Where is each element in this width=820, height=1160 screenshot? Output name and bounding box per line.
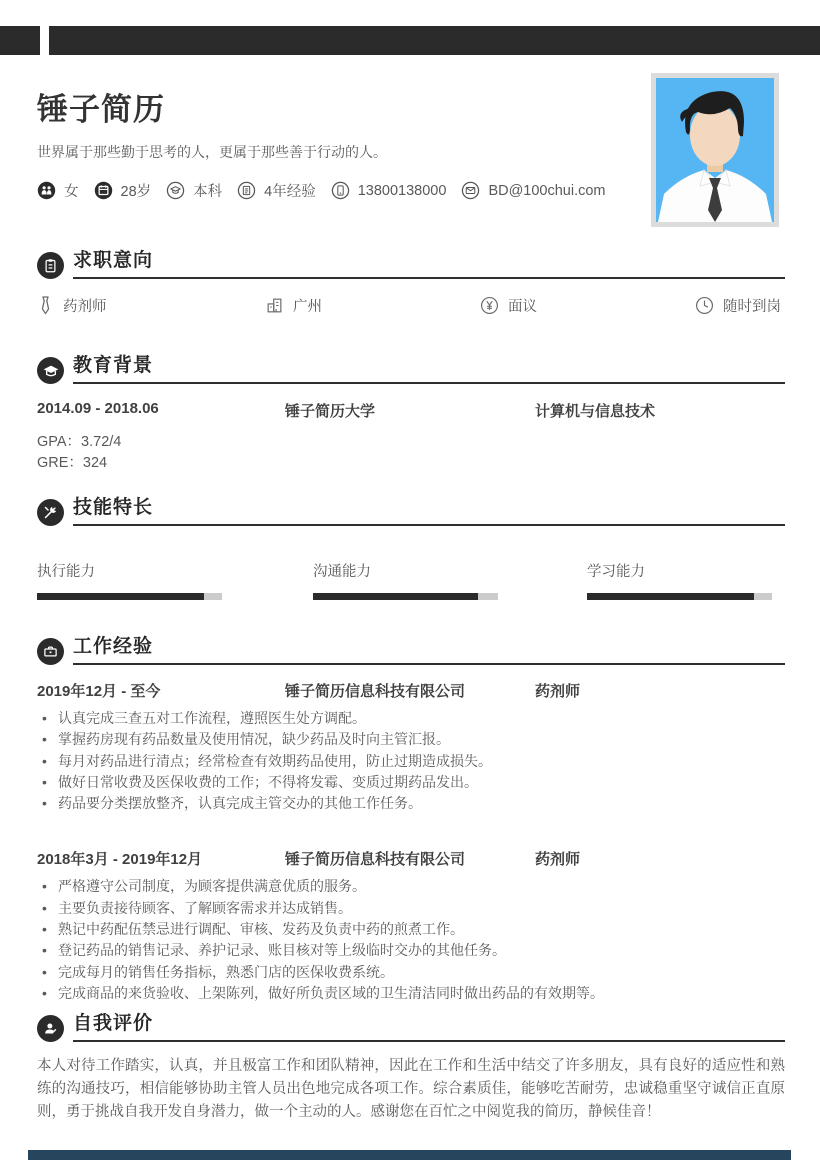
self-evaluation-underline — [73, 1008, 785, 1042]
email-icon — [461, 181, 480, 200]
intent-city-value: 广州 — [293, 299, 322, 315]
work-bullet: • 严格遵守公司制度，为顾客提供满意优质的服务。 — [37, 876, 785, 897]
intent-availability-value: 随时到岗 — [723, 299, 781, 315]
skill-item — [587, 560, 785, 600]
job-intention-underline — [73, 245, 785, 279]
intent-position-value: 药剂师 — [63, 299, 107, 315]
top-bar-left-block — [0, 26, 40, 55]
education-row — [37, 400, 785, 421]
skill-label: 执行能力 — [37, 564, 95, 580]
gender-icon — [37, 181, 56, 200]
salary-icon — [480, 296, 499, 315]
work-bullet: • 主要负责接待顾客、了解顾客需求并达成销售。 — [37, 898, 785, 919]
work-period: 2019年12月 - 至今 — [37, 683, 161, 700]
motto-text: 世界属于那些勤于思考的人，更属于那些善于行动的人。 — [37, 144, 387, 160]
skills-underline — [73, 492, 785, 526]
intent-position — [37, 295, 265, 316]
work-bullet: • 完成每月的销售任务指标，熟悉门店的医保收费系统。 — [37, 962, 785, 983]
gender-item — [37, 180, 79, 201]
intent-salary-value: 面议 — [508, 299, 537, 315]
work-bullet: • 熟记中药配伍禁忌进行调配、审核、发药及负责中药的煎煮工作。 — [37, 919, 785, 940]
basic-info-row — [37, 180, 606, 201]
phone-item — [331, 181, 447, 200]
email-value: BD@100chui.com — [488, 182, 606, 199]
education-gre: GRE：324 — [37, 455, 108, 471]
work-bullet: • 药品要分类摆放整齐，认真完成主管交办的其他工作任务。 — [37, 793, 785, 814]
section-skills — [37, 492, 785, 600]
work-title: 工作经验 — [73, 636, 154, 657]
education-header — [37, 350, 785, 384]
clock-icon — [695, 296, 714, 315]
job-intention-title: 求职意向 — [73, 250, 154, 271]
work-bullet-list — [37, 708, 785, 814]
education-major: 计算机与信息技术 — [535, 403, 656, 420]
skill-bar-fill — [37, 593, 204, 600]
skill-item — [37, 560, 313, 600]
avatar — [651, 73, 779, 227]
experience-item — [237, 180, 316, 201]
skill-bar-track — [313, 593, 498, 600]
section-education — [37, 350, 785, 474]
building-icon — [265, 296, 284, 315]
work-period: 2018年3月 - 2019年12月 — [37, 851, 203, 869]
work-bullet-list — [37, 876, 785, 1004]
skill-label: 沟通能力 — [313, 564, 371, 580]
gender-value: 女 — [64, 184, 79, 200]
work-bullet: • 完成商品的来货验收、上架陈列，做好所负责区域的卫生清洁同时做出药品的有效期等。 — [37, 983, 785, 1004]
degree-item — [166, 180, 222, 201]
self-evaluation-title: 自我评价 — [73, 1013, 154, 1034]
top-bar — [49, 26, 820, 55]
phone-icon — [331, 181, 350, 200]
candidate-name: 锤子简历 — [37, 92, 165, 127]
work-company: 锤子简历信息科技有限公司 — [285, 851, 466, 869]
skill-bar-fill — [313, 593, 478, 600]
skills-row — [37, 560, 785, 600]
work-position: 药剂师 — [535, 683, 581, 700]
degree-value: 本科 — [193, 184, 223, 200]
work-bullet: • 掌握药房现有药品数量及使用情况，缺少药品及时向主管汇报。 — [37, 729, 785, 750]
work-bullet: • 做好日常收费及医保收费的工作；不得将发霉、变质过期药品发出。 — [37, 772, 785, 793]
age-item — [94, 180, 152, 201]
section-job-intention — [37, 245, 785, 316]
skill-item — [313, 560, 587, 600]
work-position: 药剂师 — [535, 851, 581, 869]
skills-title: 技能特长 — [73, 497, 154, 518]
phone-value: 13800138000 — [357, 182, 447, 199]
clipboard-icon — [37, 252, 64, 279]
work-bullet: • 登记药品的销售记录、养护记录、账目核对等上级临时交办的其他任务。 — [37, 940, 785, 961]
tie-icon — [37, 295, 54, 316]
education-period: 2014.09 - 2018.06 — [37, 400, 159, 417]
education-underline — [73, 350, 785, 384]
bottom-bar — [28, 1150, 791, 1160]
skill-bar-fill — [587, 593, 754, 600]
work-bullet: • 每月对药品进行清点；经常检查有效期药品使用，防止过期造成损失。 — [37, 751, 785, 772]
job-intention-header — [37, 245, 785, 279]
work-bullet: • 认真完成三查五对工作流程，遵照医生处方调配。 — [37, 708, 785, 729]
education-title: 教育背景 — [73, 355, 154, 376]
tools-icon — [37, 499, 64, 526]
work-entry-heading — [37, 848, 785, 869]
email-item — [461, 181, 605, 200]
education-gpa: GPA：3.72/4 — [37, 434, 122, 450]
skill-label: 学习能力 — [587, 564, 645, 580]
graduation-cap-icon — [37, 357, 64, 384]
section-self-evaluation — [37, 1008, 785, 1124]
skill-bar-track — [37, 593, 222, 600]
intent-city — [265, 295, 480, 316]
section-work — [37, 631, 785, 1004]
self-evaluation-text: 本人对待工作踏实，认真，并且极富工作和团队精神，因此在工作和生活中结交了许多朋友，具有良好的适应性和熟练的沟通技巧，相信能够协助主管人员出色地完成各项工作。综合素质佳，能够吃苦耐劳，忠诚稳重坚守诚信正直原则，勇于挑战自我开发自身潜力，做一个主动的人。感谢您在百忙之中阅览我的简历，静候佳音！ — [37, 1058, 785, 1120]
work-underline — [73, 631, 785, 665]
job-intention-row — [37, 295, 785, 316]
degree-icon — [166, 181, 185, 200]
self-evaluation-header — [37, 1008, 785, 1042]
age-value: 28岁 — [120, 184, 152, 200]
intent-salary — [480, 295, 695, 316]
work-entry-heading — [37, 680, 785, 701]
experience-value: 4年经验 — [264, 184, 316, 200]
age-icon — [94, 181, 113, 200]
experience-icon — [237, 181, 256, 200]
work-header — [37, 631, 785, 665]
work-company: 锤子简历信息科技有限公司 — [285, 683, 466, 700]
skill-bar-track — [587, 593, 772, 600]
education-school: 锤子简历大学 — [285, 403, 376, 420]
person-pencil-icon — [37, 1015, 64, 1042]
skills-header — [37, 492, 785, 526]
intent-availability — [695, 295, 785, 316]
briefcase-icon — [37, 638, 64, 665]
